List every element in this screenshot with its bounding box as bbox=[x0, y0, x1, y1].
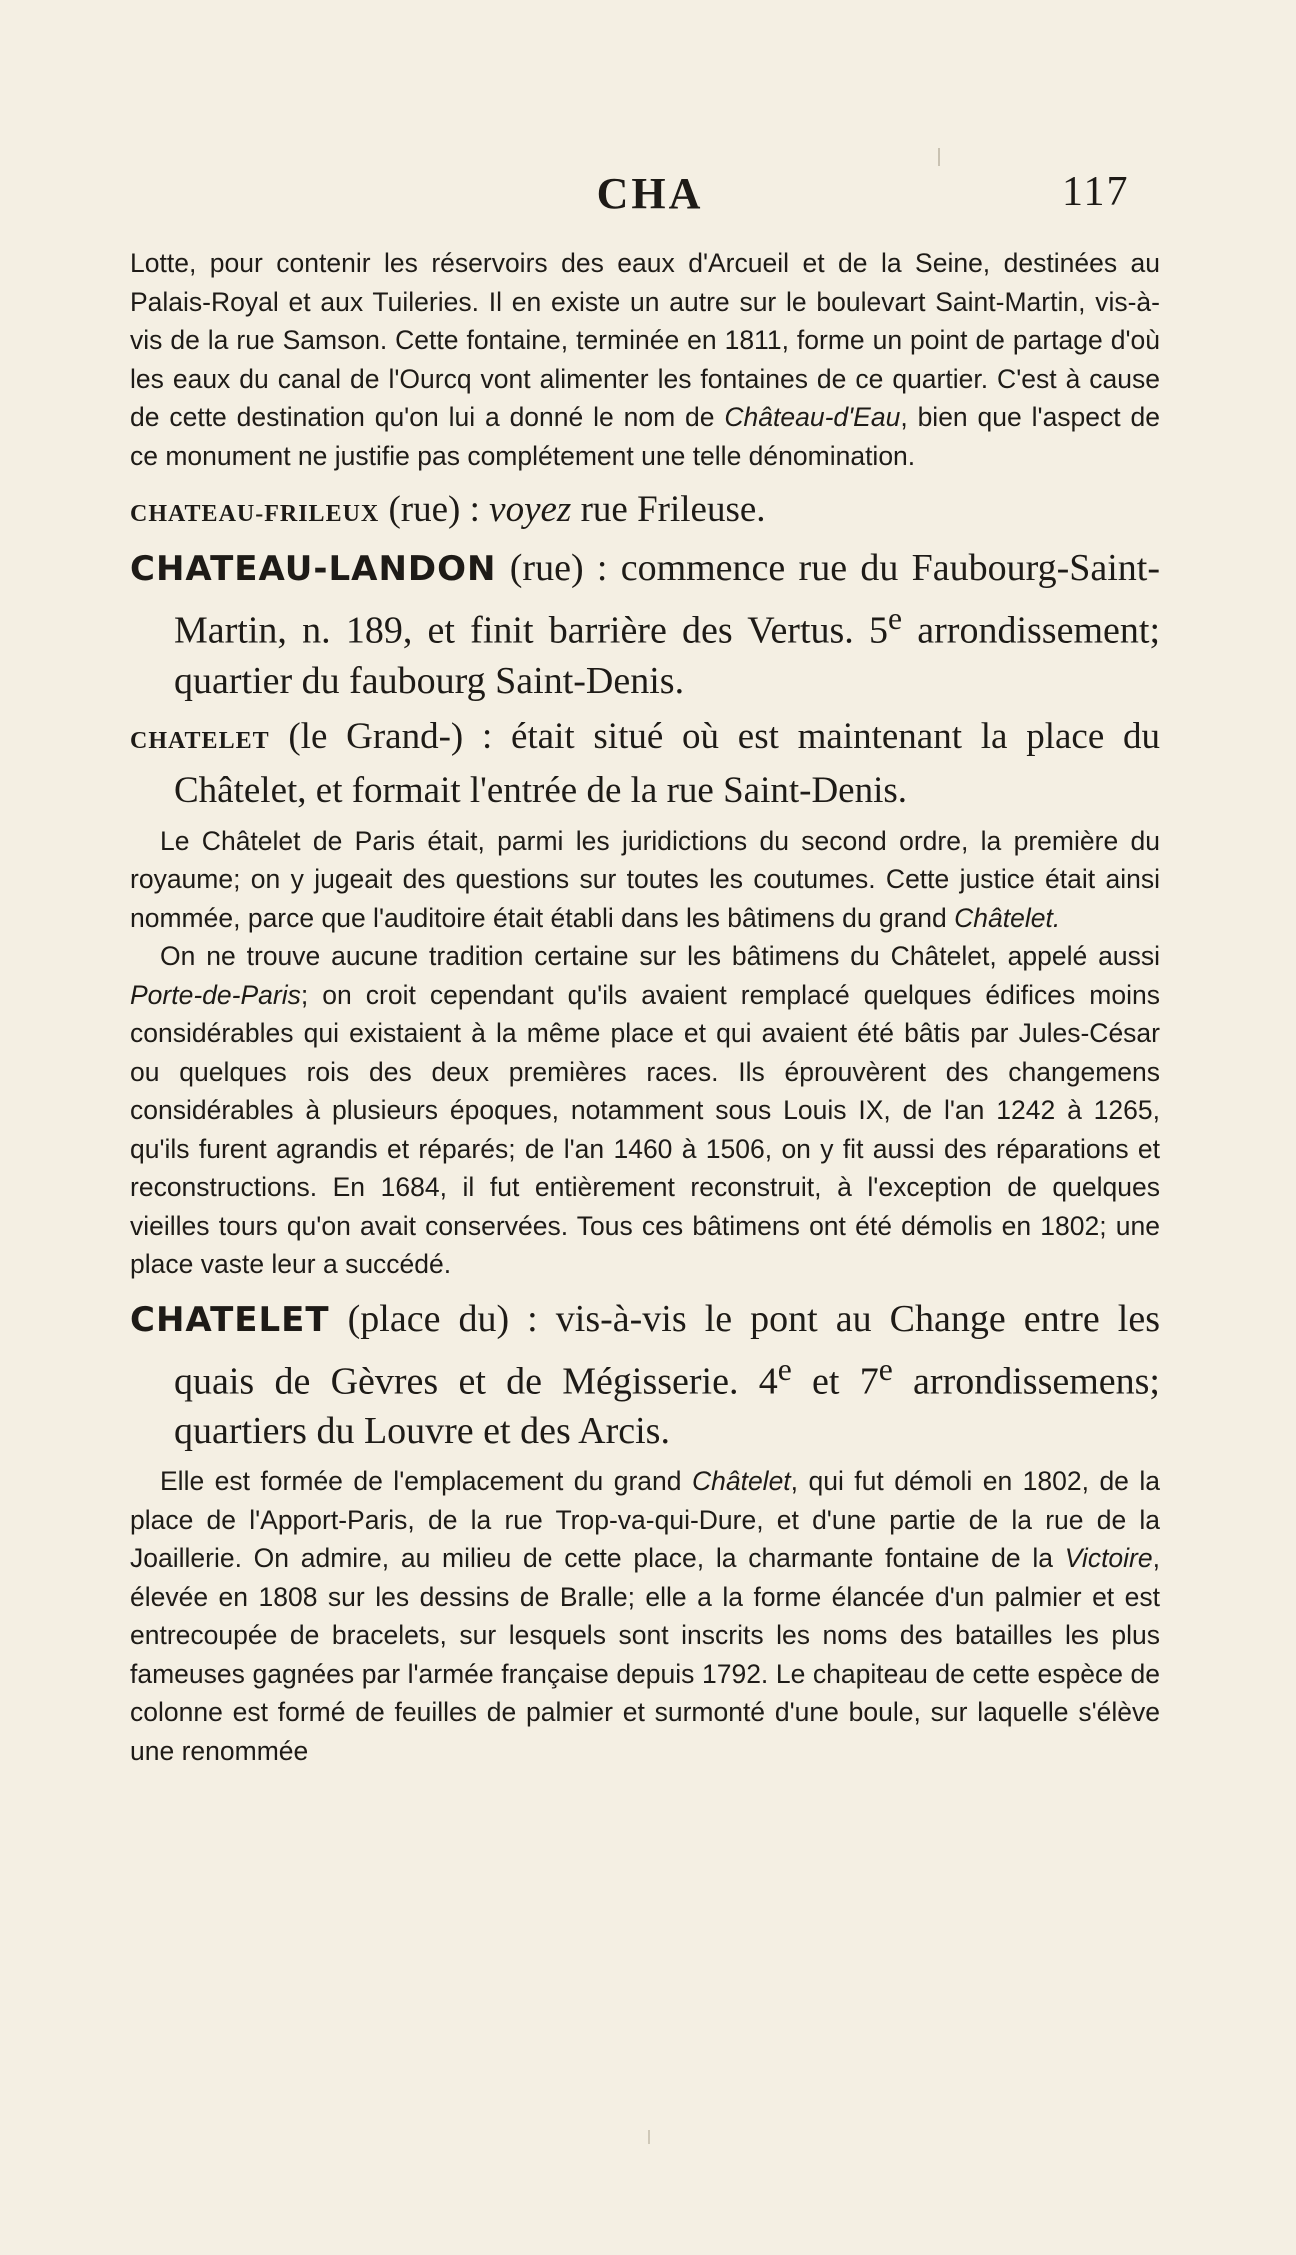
paragraph-text-end: ; on croit cependant qu'ils avaient remplacé quelques édifices moins considérables qui existaient à la même place et qui avaient été bâtis par Jules-César ou quelques rois des deux premières races. Ils éprouvèrent des changemens considérables à plusieurs époques, notamment sous Louis IX, de l'an 1242 à 1265, qu'ils furent agrandis et réparés; de l'an 1460 à 1506, on y fit aussi des réparations et reconstructions. En 1684, il fut entièrement reconstruit, à l'exception de quelques vieilles tours qu'on avait conservées. Tous ces bâtimens ont été démolis en 1802; une place vaste leur a succédé. bbox=[130, 979, 1160, 1280]
entry-text-end: arrondissemens; quartiers du Louvre et des Arcis. bbox=[174, 1360, 1160, 1453]
running-head bbox=[0, 168, 1296, 228]
entry-headword: CHATELET bbox=[130, 727, 270, 754]
entry-headword: CHATELET bbox=[130, 1299, 330, 1340]
entry-text-mid: et 7 bbox=[791, 1360, 879, 1403]
entry-reference: rue Frileuse. bbox=[571, 489, 766, 530]
scan-speck bbox=[938, 148, 940, 166]
continuation-italic: Château-d'Eau bbox=[724, 402, 901, 432]
entry-headword: CHATEAU-FRILEUX bbox=[130, 501, 380, 527]
chatelet-paragraph-1 bbox=[130, 822, 1160, 938]
paragraph-text: On ne trouve aucune tradition certaine sur les bâtimens du Châtelet, appelé aussi bbox=[160, 941, 1160, 972]
entry-superscript: e bbox=[888, 601, 903, 636]
place-chatelet-paragraph bbox=[130, 1462, 1160, 1770]
running-head-word: CHA bbox=[596, 169, 704, 218]
paragraph-italic: Châtelet bbox=[691, 1466, 791, 1497]
paragraph-italic: Porte-de-Paris bbox=[130, 979, 301, 1010]
entry-superscript: e bbox=[878, 1351, 893, 1387]
entry-voyez: voyez bbox=[489, 489, 572, 530]
entry-rue: (rue) : bbox=[388, 489, 490, 530]
entry-text: (le Grand-) : était situé où est maintenant la place du Châtelet, et formait l'entrée de la rue Saint-Denis. bbox=[174, 715, 1160, 811]
continuation-paragraph bbox=[130, 244, 1160, 475]
scan-speck bbox=[648, 2130, 650, 2144]
entry-chateau-landon bbox=[130, 543, 1160, 706]
continuation-text-start: Lotte, pour contenir les réservoirs des eaux d'Arcueil et de la Seine, destinées au Palais-Royal et aux Tuileries. Il en existe un autre sur le boulevart Saint-Martin, vis-à-vis de la rue Samson. Cette fontaine, terminée en 1811, forme un point de partage d'où les eaux du canal de l'Ourcq vont alimenter les fontaines de ce quartier. C'est à cause de cette destination qu'on lui a donné le nom de bbox=[130, 248, 1160, 432]
entry-text: (rue) : commence rue du Faubourg-Saint-Martin, n. 189, et finit barrière des Vertus. 5 bbox=[174, 547, 1160, 652]
entry-text-end: arrondissement; quartier du faubourg Saint-Denis. bbox=[174, 609, 1160, 702]
entry-superscript: e bbox=[777, 1351, 792, 1387]
paragraph-text: Elle est formée de l'emplacement du grand bbox=[160, 1466, 692, 1497]
chatelet-paragraph-2 bbox=[130, 937, 1160, 1284]
entry-chatelet-grand bbox=[130, 712, 1160, 816]
paragraph-italic: Châtelet. bbox=[954, 902, 1061, 933]
paragraph-italic: Victoire bbox=[1064, 1543, 1153, 1574]
page-text bbox=[130, 244, 1160, 1770]
paragraph-text: Le Châtelet de Paris était, parmi les juridictions du second ordre, la première du royaume; on y jugeait des questions sur toutes les coutumes. Cette justice était ainsi nommée, parce que l'auditoire était établi dans les bâtimens du grand bbox=[130, 825, 1160, 933]
continuation-text-end: , bien que l'aspect de ce monument ne justifie pas complétement une telle dénomination. bbox=[130, 402, 1160, 471]
page-number: 117 bbox=[1062, 169, 1130, 215]
paragraph-text-mid: , qui fut démoli en 1802, de la place de l'Apport-Paris, de la rue Trop-va-qui-Dure, et d'une partie de la rue de la Joaillerie. On admire, au milieu de cette place, la charmante fontaine de la bbox=[130, 1466, 1161, 1574]
paragraph-text-end: , élevée en 1808 sur les dessins de Bralle; elle a la forme élancée d'un palmier et est entrecoupée de bracelets, sur lesquels sont inscrits les noms des batailles les plus fameuses gagnées par l'armée française depuis 1792. Le chapiteau de cette espèce de colonne est formé de feuilles de palmier et surmonté d'une boule, sur laquelle s'élève une renommée bbox=[130, 1543, 1160, 1766]
entry-headword: CHATEAU-LANDON bbox=[130, 549, 497, 589]
entry-chateau-frileux bbox=[130, 485, 1160, 539]
entry-place-du-chatelet bbox=[130, 1294, 1160, 1457]
entry-text: (place du) : vis-à-vis le pont au Change entre les quais de Gèvres et de Mégisserie. 4 bbox=[174, 1297, 1160, 1403]
